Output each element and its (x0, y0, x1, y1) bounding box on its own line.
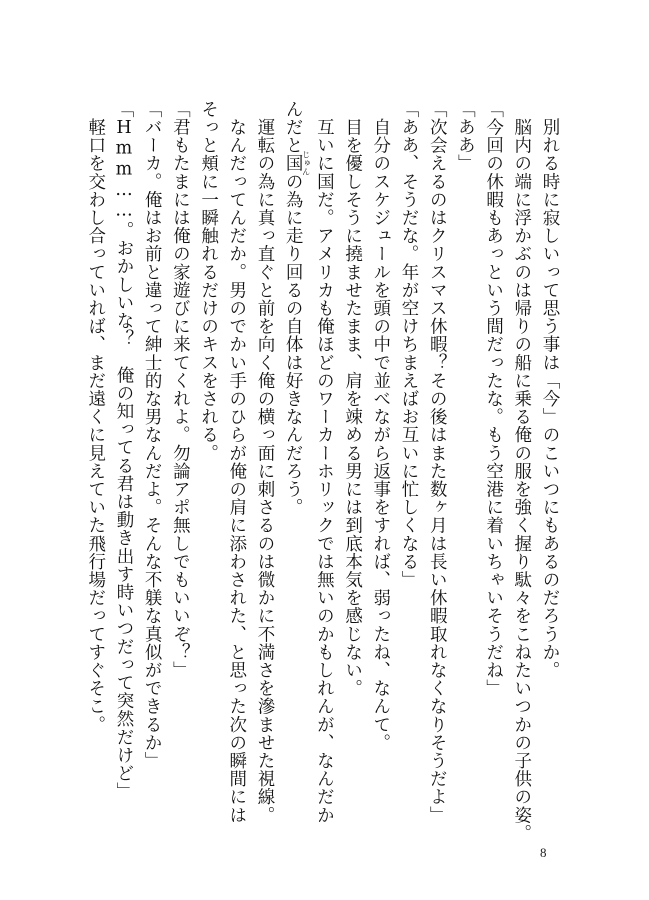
text-line: 「バーカ。俺はお前と違って紳士的な男なんだよ。そんな不躾な真似ができるか」 (142, 100, 163, 770)
text-line: 脳内の端に浮かぶのは帰りの船に乗る俺の服を強く握り駄々をこねたいつかの子供の姿。 (511, 100, 532, 843)
text-line: 「Hmm……。おかしいな？ 俺の知ってる君は動き出す時いつだって突然だけど」 (113, 100, 134, 801)
text-line: 「次会えるのはクリスマス休暇？その後はまた数ヶ月は長い休暇取れなくなりそうだよ」 (427, 100, 448, 824)
text-line: そっと頬に一瞬触れるだけのキスをされる。 (198, 100, 219, 462)
text-line: 「ああ」 (455, 100, 476, 173)
text-line: 自分のスケジュールを頭の中で並べながら返事をすれば、弱ったね、なんて。 (370, 100, 391, 752)
text-line: 運転の為に真っ直ぐと前を向く俺の横っ面に刺さるのは微かに不満さを滲ませた視線。 (254, 100, 275, 824)
text-line: 「君もたまには俺の家遊びに来てくれよ。勿論アポ無しでもいいぞ？」 (170, 100, 191, 680)
text-line: なんだってんだか。男のでかい手のひらが俺の肩に添わされた、と思った次の瞬間には (226, 100, 247, 824)
ruby-text: じゅん (301, 150, 311, 177)
text-line: 「今回の休暇もあっという間だったな。もう空港に着いちゃいそうだね」 (483, 100, 504, 698)
page-number: 8 (540, 845, 547, 860)
text-line: 互いに国だ。アメリカも俺ほどのワーカーホリックでは無いのかもしれんが、なんだか (314, 100, 335, 824)
text-line: 別れる時に寂しいって思う事は「今」のこいつにもあるのだろうか。 (540, 100, 560, 680)
ruby-annotation: 国じゅん (283, 150, 311, 177)
text-line: 軽口を交わし合っていれば、まだ遠くに見えていた飛行場だってすぐそこ。 (85, 100, 106, 734)
text-line: 目を優しそうに撓ませたまま、肩を竦める男には到底本気を感じない。 (342, 100, 363, 698)
text-line: 「ああ、そうだな。年が空けちまえばお互いに忙しくなる」 (398, 100, 419, 589)
text-line: んだと国じゅんの為に走り回るの自体は好きなんだろう。 (283, 100, 311, 517)
vertical-text-block (82, 100, 564, 843)
